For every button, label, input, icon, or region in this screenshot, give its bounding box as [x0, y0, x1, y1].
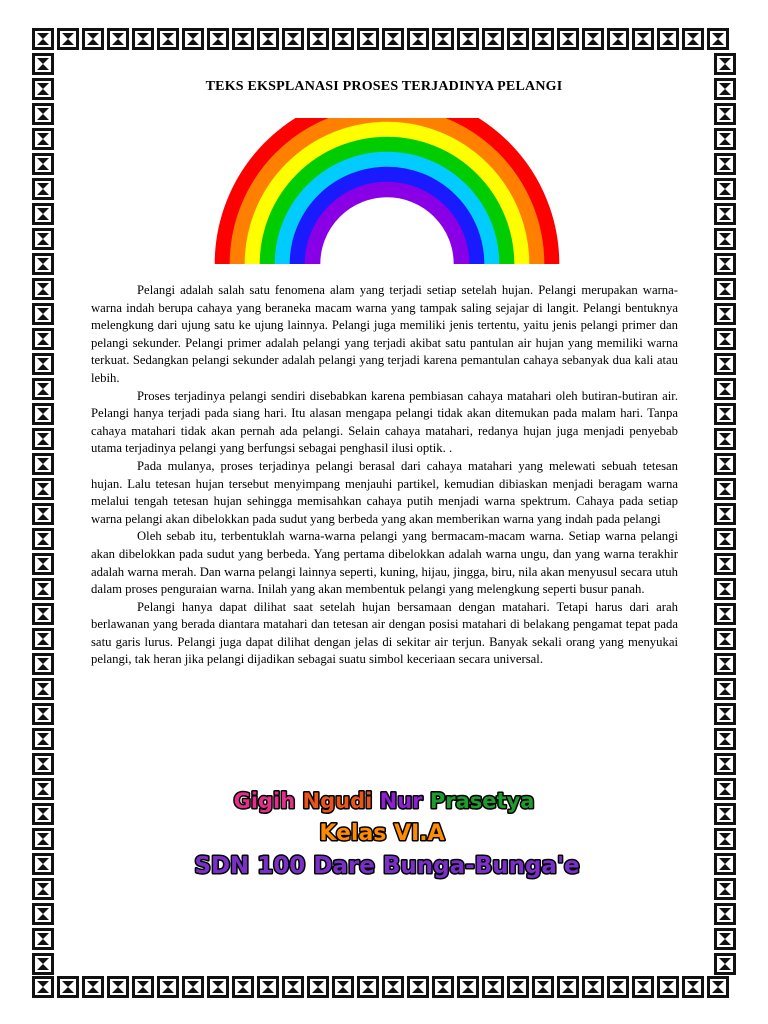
border-tile [282, 976, 304, 998]
border-tile [32, 203, 54, 225]
author-first-name: Gigih [233, 789, 296, 813]
border-tile [714, 828, 736, 850]
border-tile [714, 603, 736, 625]
border-tile [714, 303, 736, 325]
border-tile [32, 703, 54, 725]
border-tile [382, 976, 404, 998]
border-tile [714, 203, 736, 225]
border-tile [32, 178, 54, 200]
border-tile [632, 28, 654, 50]
paragraph-2: Proses terjadinya pelangi sendiri disebabkan karena pembiasan cahaya matahari oleh butiran-butiran air. Pelangi hanya terjadi pada siang hari. Itu alasan mengapa pelangi tidak akan ditemukan pada malam hari. Tanpa cahaya matahari tidak akan pernah ada pelangi. Selain cahaya matahari, redanya hujan juga menjadi penyebab utama terjadinya pelangi yang berfungsi sebagai penghasil ilusi optik. . [91, 388, 678, 456]
border-tile [32, 828, 54, 850]
border-tile [657, 976, 679, 998]
border-tile [257, 28, 279, 50]
border-tile [557, 976, 579, 998]
border-tile [32, 728, 54, 750]
border-tile [332, 28, 354, 50]
border-tile [714, 628, 736, 650]
border-tile [707, 28, 729, 50]
border-tile [714, 128, 736, 150]
border-tile [714, 428, 736, 450]
border-tile [714, 353, 736, 375]
border-tile [714, 153, 736, 175]
border-tile [32, 453, 54, 475]
border-tile [532, 28, 554, 50]
border-tile [714, 403, 736, 425]
border-tile [507, 976, 529, 998]
border-tile [714, 378, 736, 400]
paragraph-5: Pelangi hanya dapat dilihat saat setelah hujan bersamaan dengan matahari. Tetapi harus dari arah berlawanan yang berada diantara matahari dan tetesan air dengan posisi matahari di belakang pengamat tepat pada satu garis lurus. Pelangi juga dapat dilihat dengan jelas di sekitar air terjun. Banyak sekali orang yang menyukai pelangi, tak heran jika pelangi dijadikan sebagai suatu simbol keceriaan secara universal. [91, 599, 678, 667]
border-tile [714, 928, 736, 950]
author-second-name: Ngudi [302, 789, 373, 813]
border-tile [82, 976, 104, 998]
border-tile [714, 103, 736, 125]
border-tile [32, 53, 54, 75]
border-tile [32, 253, 54, 275]
border-tile [382, 28, 404, 50]
border-tile [607, 976, 629, 998]
border-tile [632, 976, 654, 998]
paragraph-1: Pelangi adalah salah satu fenomena alam yang terjadi setiap setelah hujan. Pelangi merupakan warna-warna indah berupa cahaya yang beraneka macam warna yang tampak saling sejajar di langit. Pelangi bentuknya melengkung dari ujung satu ke ujung lainnya. Pelangi juga memiliki jenis tertentu, yaitu jenis pelangi primer dan pelangi sekunder. Pelangi primer adalah pelangi yang terjadi akibat satu pantulan air hujan yang memiliki warna terkuat. Sedangkan pelangi sekunder adalah pelangi yang terjadi karena pemantulan cahaya sebanyak dua kali atau lebih. [91, 283, 678, 385]
border-tile [714, 278, 736, 300]
border-tile [32, 753, 54, 775]
border-tile [714, 328, 736, 350]
border-tile [207, 28, 229, 50]
border-tile [132, 28, 154, 50]
border-tile [32, 603, 54, 625]
border-tile [714, 678, 736, 700]
border-tile [714, 903, 736, 925]
border-tile [32, 653, 54, 675]
border-tile [682, 976, 704, 998]
border-tile [714, 853, 736, 875]
border-tile [714, 953, 736, 975]
border-tile [507, 28, 529, 50]
rainbow-band [313, 190, 462, 265]
border-tile [607, 28, 629, 50]
border-tile [407, 976, 429, 998]
document-body [91, 282, 678, 669]
border-tile [32, 678, 54, 700]
border-tile [582, 28, 604, 50]
border-tile [32, 803, 54, 825]
border-tile [432, 28, 454, 50]
border-tile [714, 478, 736, 500]
border-tile [714, 803, 736, 825]
border-tile [714, 253, 736, 275]
border-tile [282, 28, 304, 50]
border-tile [307, 28, 329, 50]
border-tile [582, 976, 604, 998]
border-tile [682, 28, 704, 50]
border-tile [32, 478, 54, 500]
border-tile [157, 976, 179, 998]
border-tile [32, 228, 54, 250]
border-tile [57, 28, 79, 50]
border-tile [714, 528, 736, 550]
border-tile [257, 976, 279, 998]
paragraph-3: Pada mulanya, proses terjadinya pelangi berasal dari cahaya matahari yang melewati sebuah tetesan hujan. Lalu tetesan hujan tersebut menyimpang menjauhi partikel, kemudian dibiaskan menjadi beragam warna melalui tengah tetesan hujan sehingga memisahkan cahaya putih menjadi warna spektrum. Cahaya pada setiap warna pelangi akan dibelokkan pada sudut yang berbeda yang akan memberikan warna yang indah pada pelangi [91, 458, 678, 526]
border-tile [707, 976, 729, 998]
border-tile [32, 503, 54, 525]
border-tile [432, 976, 454, 998]
border-tile [32, 303, 54, 325]
border-tile [714, 553, 736, 575]
border-tile [32, 953, 54, 975]
border-tile [32, 628, 54, 650]
author-last-name: Prasetya [429, 789, 535, 813]
border-tile [182, 28, 204, 50]
border-tile [332, 976, 354, 998]
border-tile [32, 153, 54, 175]
border-tile [232, 976, 254, 998]
border-tile [714, 778, 736, 800]
border-tile [532, 976, 554, 998]
border-tile [207, 976, 229, 998]
border-tile [457, 976, 479, 998]
border-tile [32, 903, 54, 925]
border-tile [107, 976, 129, 998]
border-tile [32, 578, 54, 600]
border-tile [32, 878, 54, 900]
border-tile [32, 353, 54, 375]
rainbow-illustration [213, 118, 561, 264]
border-tile [714, 453, 736, 475]
border-tile [32, 403, 54, 425]
border-tile [32, 928, 54, 950]
border-tile [32, 128, 54, 150]
border-tile [57, 976, 79, 998]
border-tile [157, 28, 179, 50]
border-tile [32, 553, 54, 575]
border-tile [714, 53, 736, 75]
border-tile [32, 853, 54, 875]
border-tile [357, 976, 379, 998]
border-tile [714, 503, 736, 525]
border-tile [32, 103, 54, 125]
border-tile [307, 976, 329, 998]
author-signature [150, 780, 618, 885]
border-tile [714, 878, 736, 900]
border-tile [32, 378, 54, 400]
border-tile [457, 28, 479, 50]
border-tile [32, 328, 54, 350]
border-tile [657, 28, 679, 50]
border-tile [32, 976, 54, 998]
border-tile [714, 703, 736, 725]
border-tile [107, 28, 129, 50]
border-tile [182, 976, 204, 998]
author-class: Kelas VI.A [319, 821, 445, 846]
document-title: TEKS EKSPLANASI PROSES TERJADINYA PELANGI [205, 79, 563, 94]
paragraph-4: Oleh sebab itu, terbentuklah warna-warna pelangi yang bermacam-macam warna. Setiap warna pelangi akan dibelokkan pada sudut yang berbeda. Yang pertama dibelokkan adalah warna ungu, dan yang warna terakhir adalah warna merah. Dan warna pelangi lainnya seperti, kuning, hijau, jingga, biru, nila akan menyusul secara utuh dalam proses penguraian warna. Inilah yang akan membentuk pelangi yang melengkung seperti busur panah. [91, 529, 678, 597]
border-tile [32, 278, 54, 300]
border-tile [82, 28, 104, 50]
border-tile [482, 976, 504, 998]
border-tile [557, 28, 579, 50]
border-tile [714, 178, 736, 200]
border-tile [714, 653, 736, 675]
border-tile [32, 428, 54, 450]
border-tile [32, 778, 54, 800]
author-name [234, 789, 535, 813]
border-tile [132, 976, 154, 998]
border-tile [32, 528, 54, 550]
border-tile [714, 753, 736, 775]
border-tile [482, 28, 504, 50]
author-school: SDN 100 Dare Bunga-Bunga'e [194, 853, 580, 879]
author-third-name: Nur [379, 789, 423, 813]
border-tile [357, 28, 379, 50]
border-tile [714, 578, 736, 600]
border-tile [32, 28, 54, 50]
border-tile [232, 28, 254, 50]
border-tile [407, 28, 429, 50]
border-tile [714, 228, 736, 250]
border-tile [714, 728, 736, 750]
